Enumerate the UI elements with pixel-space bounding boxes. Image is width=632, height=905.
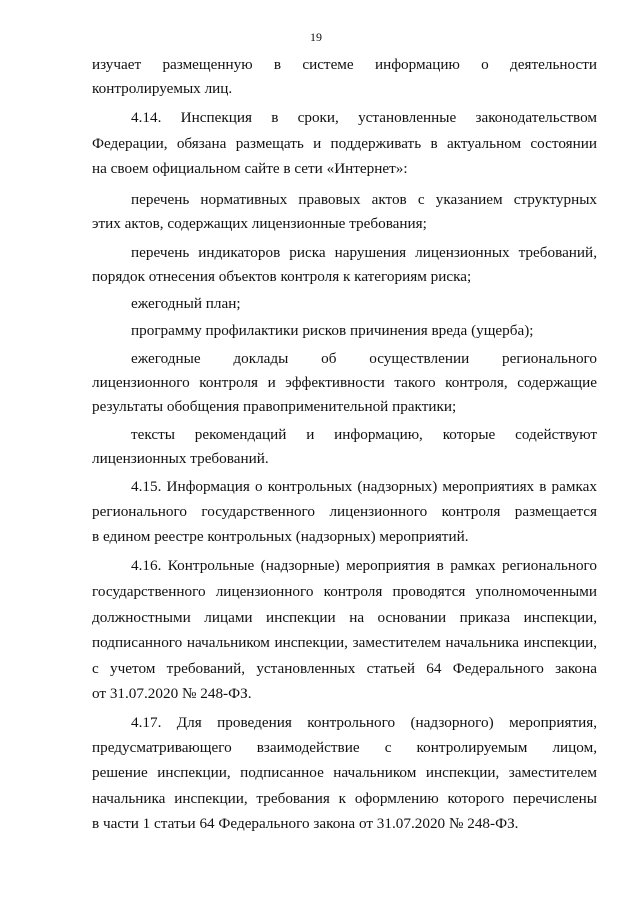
text-line: на своем официальном сайте в сети «Интернет»: xyxy=(92,160,408,177)
text-line: перечень индикаторов риска нарушения лицензионных требований, xyxy=(131,244,597,261)
text-line: решение инспекции, подписанное начальником инспекции, заместителем xyxy=(92,764,597,781)
text-line: перечень нормативных правовых актов с указанием структурных xyxy=(131,191,597,208)
text-line: подписанного начальником инспекции, заместителем начальника инспекции, xyxy=(92,634,597,651)
text-line: контролируемых лиц. xyxy=(92,80,233,97)
text-line: 4.16. Контрольные (надзорные) мероприятия в рамках регионального xyxy=(131,557,597,574)
text-line: предусматривающего взаимодействие с контролируемым лицом, xyxy=(92,739,597,756)
text-line: этих актов, содержащих лицензионные требования; xyxy=(92,215,427,232)
text-line: тексты рекомендаций и информацию, которые содействуют xyxy=(131,426,597,443)
text-line: государственного лицензионного контроля проводятся уполномоченными xyxy=(92,583,597,600)
text-line: 4.15. Информация о контрольных (надзорных) мероприятиях в рамках xyxy=(131,478,597,495)
text-line: начальника инспекции, требования к оформлению которого перечислены xyxy=(92,790,597,807)
text-line: Федерации, обязана размещать и поддерживать в актуальном состоянии xyxy=(92,135,597,152)
text-line: в части 1 статьи 64 Федерального закона от 31.07.2020 № 248-ФЗ. xyxy=(92,815,519,832)
text-line: программу профилактики рисков причинения вреда (ущерба); xyxy=(131,322,534,339)
text-line: регионального государственного лицензионного контроля размещается xyxy=(92,503,597,520)
text-line: изучает размещенную в системе информацию о деятельности xyxy=(92,56,597,73)
text-line: лицензионного контроля и эффективности такого контроля, содержащие xyxy=(92,374,597,391)
text-line: 4.17. Для проведения контрольного (надзорного) мероприятия, xyxy=(131,714,597,731)
text-line: должностными лицами инспекции на основании приказа инспекции, xyxy=(92,609,597,626)
text-line: в едином реестре контрольных (надзорных) мероприятий. xyxy=(92,528,469,545)
text-line: от 31.07.2020 № 248-ФЗ. xyxy=(92,685,252,702)
text-line: ежегодный план; xyxy=(131,295,241,312)
text-line: результаты обобщения правоприменительной практики; xyxy=(92,398,457,415)
text-line: лицензионных требований. xyxy=(92,450,269,467)
text-line: с учетом требований, установленных статьей 64 Федерального закона xyxy=(92,660,597,677)
page-number: 19 xyxy=(310,30,322,44)
text-line: порядок отнесения объектов контроля к категориям риска; xyxy=(92,268,472,285)
text-line: 4.14. Инспекция в сроки, установленные законодательством xyxy=(131,109,597,126)
text-line: ежегодные доклады об осуществлении регионального xyxy=(131,350,597,367)
